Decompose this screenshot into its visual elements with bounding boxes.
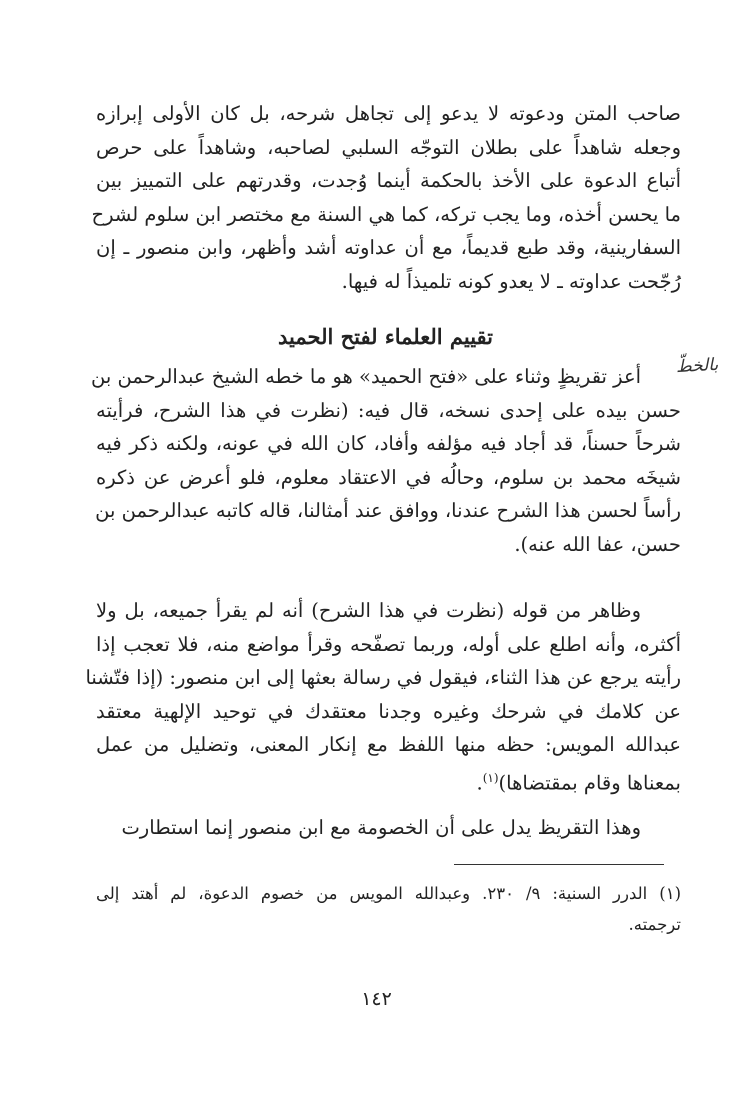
text-line: شيخَه محمد بن سلوم، وحالُه في الاعتقاد معلوم، فلو أعرض عن ذكره	[96, 465, 681, 489]
paragraph-1	[91, 97, 681, 299]
handwritten-margin-note: بالخطّ	[675, 354, 719, 378]
text-fragment: بمعناها وقام بمقتضاها)	[498, 771, 681, 795]
text-line: أكثره، وأنه اطلع على أوله، وربما تصفّحه وقرأ مواضع منه، فلا تعجب إذا	[96, 632, 681, 656]
text-line: صاحب المتن ودعوته لا يدعو إلى تجاهل شرحه، بل كان الأولى إبرازه	[96, 102, 681, 125]
text-line: السفارينية، وقد طبع قديماً، مع أن عداوته أشد وأظهر، وابن منصور ـ إن	[96, 236, 681, 260]
footnote-line: ترجمته.	[628, 915, 681, 934]
text-line: أتباع الدعوة على الأخذ بالحكمة أينما وُجدت، وقدرتهم على التمييز بين	[96, 169, 681, 193]
text-line: حسن بيده على إحدى نسخه، قال فيه: (نظرت في هذا الشرح، فرأيته	[96, 398, 681, 422]
footnote	[96, 878, 681, 940]
text-line: بمعناها وقام بمقتضاها)$^{(١)}$.	[476, 770, 681, 795]
text-line: وظاهر من قوله (نظرت في هذا الشرح) أنه لم يقرأ جميعه، بل ولا	[96, 599, 641, 622]
page-number: ١٤٢	[361, 988, 392, 1010]
text-line: أعز تقريظٍ وثناء على «فتح الحميد» هو ما خطه الشيخ عبدالرحمن بن	[91, 365, 641, 388]
footnote-divider	[454, 864, 664, 865]
text-line: رُجّحت عداوته ـ لا يعدو كونه تلميذاً له فيها.	[341, 269, 681, 293]
text-line: حسن، عفا الله عنه).	[514, 532, 681, 556]
paragraph-3	[85, 594, 681, 800]
text-line: رأيته يرجع عن هذا الثناء، فيقول في رسالة بعثها إلى ابن منصور: (إذا فتّشنا	[85, 666, 681, 690]
text-line: رأساً لحسن هذا الشرح عندنا، ووافق عند أمثالنا، قاله كاتبه عبدالرحمن بن	[95, 499, 681, 523]
footnote-line: (١) الدرر السنية: ٩/ ٢٣٠. وعبدالله المويس من خصوم الدعوة، لم أهتد إلى	[96, 884, 682, 903]
paragraph-4	[96, 811, 681, 845]
text-line: عبدالله المويس: حظه منها اللفظ مع إنكار المعنى، وتضليل من عمل	[96, 733, 681, 757]
footnote-marker: (١)	[482, 770, 499, 785]
text-line: شرحاً حسناً، قد أجاد فيه مؤلفه وأفاد، كان الله في عونه، ولكنه ذكر فيه	[96, 432, 681, 456]
section-heading: تقييم العلماء لفتح الحميد	[278, 324, 493, 349]
text-line: وهذا التقريظ يدل على أن الخصومة مع ابن منصور إنما استطارت	[121, 816, 641, 839]
paragraph-2	[91, 360, 681, 562]
text-line: عن كلامك في شرحك وغيره وجدنا معتقدك في توحيد الإلهية معتقد	[96, 699, 681, 723]
text-line: ما يحسن أخذه، وما يجب تركه، كما هي السنة مع مختصر ابن سلوم لشرح	[91, 202, 681, 226]
text-line: وجعله شاهداً على بطلان التوجّه السلبي لصاحبه، وشاهداً على حرص	[96, 135, 681, 159]
